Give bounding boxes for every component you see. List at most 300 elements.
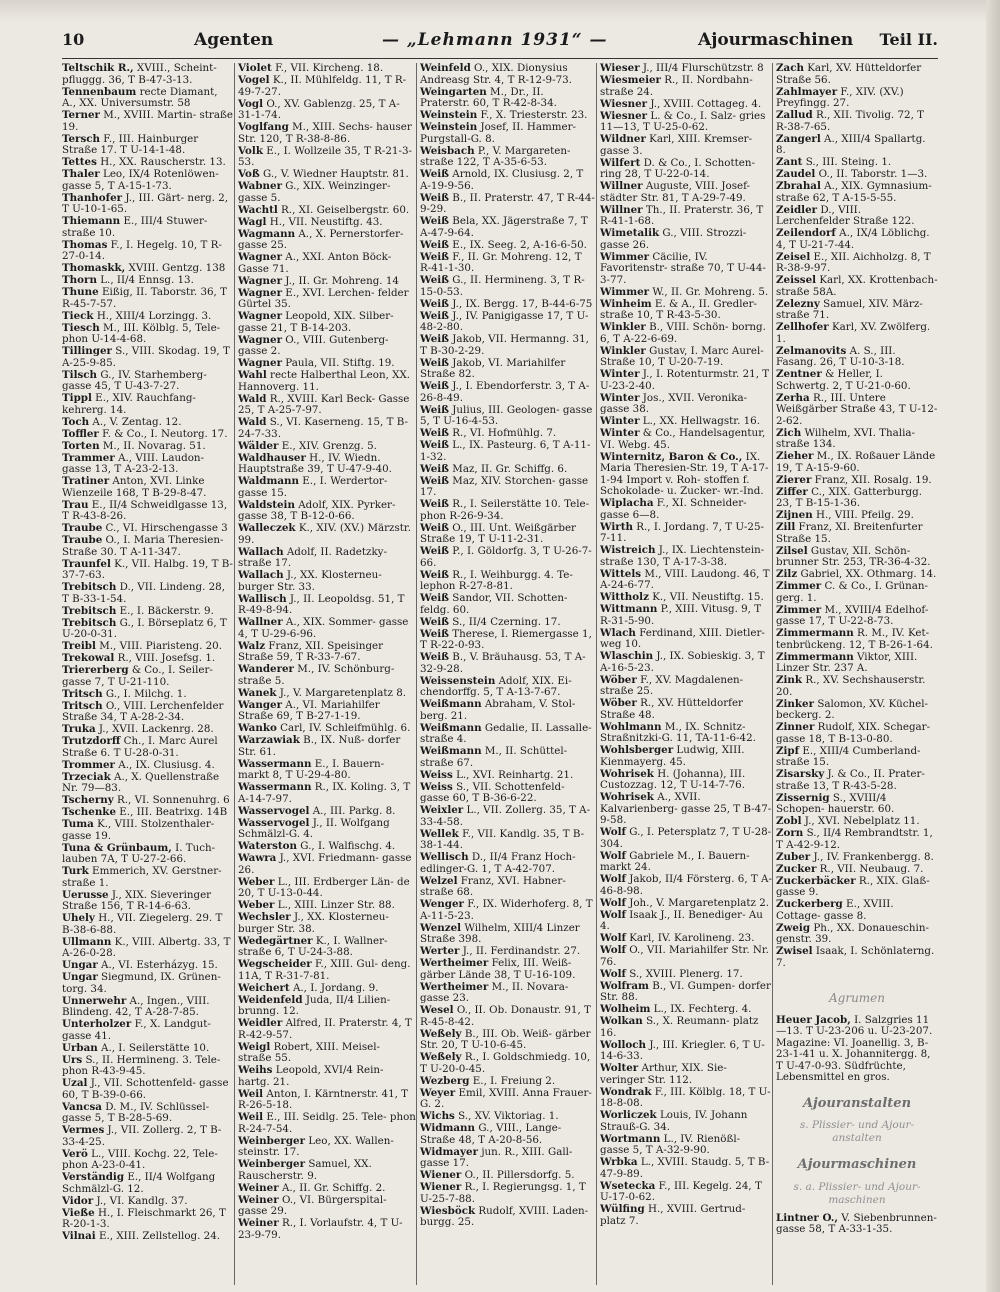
entry-details: A., XXI. Anton Böck- Gasse 71. <box>238 251 392 275</box>
directory-entry <box>62 263 234 275</box>
entry-name: Weiner <box>238 1181 279 1194</box>
entry-details: E., XVIII. Cottage- gasse 8. <box>776 898 894 922</box>
entry-name: Weiß <box>420 356 450 369</box>
directory-entry <box>600 675 772 698</box>
entry-details: R., XII. Tivolig. 72, T R-38-7-65. <box>776 109 924 133</box>
entry-name: Wülfing <box>600 1203 645 1215</box>
directory-entry <box>776 546 938 569</box>
entry-name: Waldstein <box>238 498 295 511</box>
entry-details: J., IV. Panigigasse 17, T U-48-2-80. <box>420 309 589 333</box>
entry-name: Zwisel <box>776 945 813 957</box>
entry-name: Wasservogel <box>238 816 310 829</box>
entry-name: Willner <box>600 203 643 216</box>
entry-name: Thune <box>62 286 99 298</box>
directory-entry <box>62 618 234 641</box>
directory-entry <box>238 1018 416 1041</box>
directory-entry <box>776 923 938 946</box>
entry-name: Wellek <box>420 827 459 840</box>
entry-details: Gabriele M., I. Bauern- markt 24. <box>600 849 750 873</box>
directory-entry <box>420 169 596 192</box>
directory-entry <box>420 1029 596 1052</box>
entry-details: Ludwig, XIII. Kienmayerg. 45. <box>600 744 745 768</box>
header-next-section: Ajourmaschinen <box>698 30 854 50</box>
directory-entry <box>420 405 596 428</box>
entry-details: Abraham, V. Stol- berg. 21. <box>420 698 576 722</box>
entry-name: Torten <box>62 439 100 452</box>
directory-entry <box>420 617 596 629</box>
directory-entry <box>238 641 416 664</box>
entry-details: recte Halberthal Leon, XX. Hannoverg. 11. <box>238 369 411 393</box>
entry-details: J., IV. Frankenbergg. 8. <box>813 850 934 863</box>
directory-entry <box>62 169 234 192</box>
entry-name: Zieher <box>776 450 814 462</box>
entry-details: Juda, II/4 Lilien- brunng. 12. <box>238 993 391 1017</box>
entry-details: Gustav, I. Marc Aurel- Straße 10, T U-20-7-19. <box>600 344 764 368</box>
directory-entry <box>600 628 772 651</box>
entry-name: Warzawiak <box>238 734 300 746</box>
entry-name: Weinberger <box>238 1158 306 1170</box>
entry-details: F., IX. Widerhoferg. 8, T A-11-5-23. <box>420 898 593 922</box>
entry-name: Wirth <box>600 520 633 533</box>
entry-name: Wistreich <box>600 544 656 556</box>
entry-name: Trekowal <box>62 652 115 664</box>
directory-entry <box>62 937 234 960</box>
directory-entry <box>776 205 938 228</box>
directory-entry <box>600 1016 772 1039</box>
entry-details: & Co., I. Seiler- gasse 7, T U-21-110. <box>62 664 213 688</box>
directory-entry <box>62 1149 234 1172</box>
entry-details: O., VIII. Gutenberg- gasse 2. <box>238 333 389 357</box>
entry-details: D., VII. Lindeng. 28, T B-33-1-54. <box>62 581 226 605</box>
directory-entry <box>776 675 938 698</box>
entry-name: Zobl <box>776 815 802 827</box>
entry-details: G., I. Walfischg. 4. <box>300 840 396 852</box>
entry-details: L., XVI. Reinhartg. 21. <box>456 768 574 781</box>
entry-name: Wittels <box>600 567 642 580</box>
directory-entry <box>62 370 234 393</box>
entry-details: Gabriel, XX. Othmarg. 14. <box>800 568 937 580</box>
directory-entry <box>776 816 938 828</box>
entry-name: Trebitsch <box>62 581 117 593</box>
directory-entry <box>238 181 416 204</box>
directory-entry <box>238 547 416 570</box>
entry-name: Zipf <box>776 744 800 757</box>
entry-details: S., VII. Schottenfeld- gasse 60, T B-36-6-22. <box>420 780 565 804</box>
header-section-title: Agenten <box>194 30 274 50</box>
directory-entry <box>776 428 938 451</box>
entry-details: J., IX. Sobieskig. 3, T A-16-5-23. <box>600 650 765 674</box>
directory-entry <box>420 1088 596 1111</box>
directory-entry <box>776 522 938 545</box>
entry-details: W., II. Gr. Mohreng. 5. <box>652 285 769 298</box>
entry-details: Ph., XX. Donaueschin- genstr. 39. <box>776 921 929 945</box>
entry-name: Zelezny <box>776 297 820 310</box>
entry-details: jun. R., XIII. Gall- gasse 17. <box>420 1145 573 1169</box>
entry-details: I. Tuch- lauben 7A, T U-27-2-66. <box>62 841 216 865</box>
entry-details: E., XIII/4 Cumberland- straße 15. <box>776 744 921 768</box>
entry-details: & Heller, I. Schwertg. 2, T U-21-0-60. <box>776 368 911 392</box>
entry-details: R., VI. Sonnenuhrg. 6 <box>117 794 230 806</box>
entry-details: H., XIII/4 Lorzingg. 3. <box>96 309 212 322</box>
directory-entry <box>420 699 596 722</box>
directory-entry <box>420 782 596 805</box>
entry-name: Winter <box>600 415 640 427</box>
entry-name: Zweig <box>776 921 811 934</box>
entry-details: Adolf, II. Radetzky- straße 17. <box>238 545 387 569</box>
entry-name: Waldmann <box>238 475 299 487</box>
entry-name: Zimmermann <box>776 650 854 663</box>
entry-details: Maz, II. Gr. Schiffg. 6. <box>452 462 568 475</box>
entry-details: K., XIV. (XV.) Märzstr. 99. <box>238 522 411 546</box>
entry-name: Zaudel <box>776 168 816 180</box>
directory-entry <box>62 913 234 936</box>
entry-name: Werter <box>420 945 460 957</box>
entry-details: K., I. Wallner- straße 6, T U-24-3-88. <box>238 934 388 958</box>
entry-name: Wolfram <box>600 979 649 992</box>
entry-name: Wertheimer <box>420 980 489 993</box>
entry-details: A., I. Seilerstätte 10. <box>101 1041 210 1054</box>
directory-entry <box>238 983 416 995</box>
entry-details: D. & Co., I. Schotten- ring 28, T U-22-0-14. <box>600 156 755 180</box>
directory-entry <box>776 864 938 876</box>
entry-name: Wagner <box>238 286 283 299</box>
directory-entry <box>600 792 772 827</box>
page-right-edge <box>986 0 1000 1292</box>
entry-name: Zimmer <box>776 603 822 616</box>
entry-details: Robert, XIII. Meisel- straße 55. <box>238 1040 380 1064</box>
directory-entry <box>62 500 234 523</box>
directory-entry <box>62 972 234 995</box>
entry-details: E., I. Bauern- markt 8, T U-29-4-80. <box>238 757 385 781</box>
directory-entry <box>600 592 772 604</box>
directory-entry <box>238 912 416 935</box>
entry-details: R., III. Untere Weißgärber Straße 43, T U-12-2-62. <box>776 391 938 427</box>
entry-details: R., XIX. Glaß- gasse 9. <box>776 874 930 898</box>
entry-details: A., XVII. Kalvarienberg- gasse 25, T B-47-9-58. <box>600 791 772 826</box>
entry-details: S., III. Steing. 1. <box>805 156 892 168</box>
entry-name: Weßely <box>420 1027 462 1040</box>
entry-details: M., II. Schüttel- straße 67. <box>420 745 568 769</box>
directory-entry <box>62 1019 234 1042</box>
entry-details: Karl, XV. Hütteldorfer Straße 56. <box>776 63 922 86</box>
entry-name: Uhely <box>62 912 95 924</box>
entry-name: Lintner O., <box>776 1211 838 1224</box>
directory-entry <box>238 500 416 523</box>
directory-entry <box>238 75 416 98</box>
entry-name: Weßely <box>420 1051 462 1063</box>
entry-details: E., I. Wollzeile 35, T R-21-3-53. <box>238 144 412 168</box>
directory-entry <box>420 1005 596 1028</box>
entry-details: L., XIII. Linzer Str. 88. <box>277 899 395 911</box>
entry-details: M., XVIII/4 Edelhof- gasse 17, T U-22-8-73. <box>776 603 929 627</box>
entry-details: E., II/4 Wolfgang Schmälzl-G. 12. <box>62 1171 216 1195</box>
entry-details: Ferdinand, XIII. Dietler- weg 10. <box>600 626 765 650</box>
entry-name: Tritsch <box>62 699 103 712</box>
entry-name: Toffler <box>62 427 99 440</box>
entry-details: Arthur, XIX. Sie- veringer Str. 112. <box>600 1062 727 1086</box>
directory-entry <box>238 818 416 841</box>
entry-name: Uzal <box>62 1077 88 1089</box>
entry-name: Wolf <box>600 873 626 885</box>
entry-details: Jakob, VI. Mariahilfer Straße 82. <box>420 356 566 380</box>
entry-name: Wassermann <box>238 781 312 793</box>
entry-name: Toch <box>62 415 90 428</box>
entry-name: Zerha <box>776 391 810 404</box>
directory-entry-heuer <box>776 1015 938 1084</box>
entry-details: L., XVIII. Staudg. 5, T B-47-9-89. <box>600 1156 770 1180</box>
entry-details: A., II. Gr. Schiffg. 2. <box>281 1181 386 1194</box>
directory-entry <box>62 287 234 310</box>
entry-details: F., I. Hegelg. 10, T R-27-0-14. <box>62 238 222 262</box>
entry-name: Wahl <box>238 369 267 381</box>
directory-entry <box>600 698 772 721</box>
entry-details: Alfred, II. Praterstr. 4, T R-42-9-57. <box>238 1017 412 1041</box>
directory-entry <box>238 700 416 723</box>
entry-details: E., III. Beatrixg. 14B <box>119 806 228 818</box>
directory-entry <box>238 169 416 181</box>
section-crossref-ajourmaschinen: s. a. Plissier- und Ajour- maschinen <box>793 1180 921 1206</box>
entry-name: Wolkan <box>600 1015 643 1027</box>
directory-entry <box>776 346 938 369</box>
entry-details: H., I. Fleischmarkt 26, T R-20-1-3. <box>62 1206 226 1230</box>
entry-details: G., XIX. Weinzinger- gasse 5. <box>238 180 391 204</box>
directory-entry <box>62 559 234 582</box>
entry-details: J., III/4 Flurschützstr. 8 <box>642 63 764 74</box>
directory-entry <box>776 769 938 792</box>
entry-details: M., II. Novarag. 51. <box>102 439 206 452</box>
entry-details: Viktor, XIII. Linzer Str. 237 A. <box>776 650 918 674</box>
entry-name: Vogl <box>238 97 264 110</box>
entry-name: Wolf <box>600 849 626 862</box>
entry-details: L., XX. Hellwagstr. 16. <box>642 415 760 427</box>
directory-entry <box>62 157 234 169</box>
entry-name: Zeissel <box>776 274 817 286</box>
entry-details: Maz, XIV. Storchen- gasse 17. <box>420 474 589 498</box>
entry-name: Ungar <box>62 959 98 971</box>
entry-details: H., XX. Rauscherstr. 13. <box>100 156 226 168</box>
entry-name: Zant <box>776 156 803 168</box>
entry-name: Winter <box>600 368 640 380</box>
entry-name: Zach <box>776 63 804 74</box>
entry-name: Wolheim <box>600 1003 651 1015</box>
entry-details: Siegmund, IX. Grünen- torg. 34. <box>62 971 221 995</box>
directory-column-1 <box>62 63 234 1285</box>
entry-details: A., VI. Esterházyg. 15. <box>101 959 218 971</box>
entry-details: L., IX. Fechterg. 4. <box>653 1003 752 1015</box>
directory-entry <box>238 217 416 229</box>
entry-details: E. & A., II. Gredler- straße 10, T R-43-5-30. <box>600 297 757 321</box>
entry-name: Wondrak <box>600 1085 652 1098</box>
directory-entry <box>238 1159 416 1182</box>
directory-entry <box>776 252 938 275</box>
directory-entry <box>420 899 596 922</box>
entry-name: Tillinger <box>62 345 112 357</box>
entry-name: Weiß <box>420 403 450 416</box>
directory-entry <box>420 110 596 122</box>
entry-details: F., III. Kölblg. 18, T U-18-8-08. <box>600 1085 771 1109</box>
entry-details: M., VIII. Piaristeng. 20. <box>99 640 222 652</box>
entry-details: I. Salzgries 11 —13. T U-23-206 u. U-23-207. Magazine: VI. Joanellig. 3, B-23-1-41 u. X. Johannitergg. 8, T U-47-0-93. Südfrüchte, Lebensmittel en gros. <box>776 1013 933 1083</box>
entry-details: J., I. Rotenturmstr. 21, T U-23-2-40. <box>600 368 770 392</box>
entry-name: Weiß <box>420 615 450 628</box>
entry-details: Karl, XIII. Kremser- gasse 3. <box>600 133 753 157</box>
entry-name: Trau <box>62 498 89 511</box>
entry-details: R., XV. Sechshauserstr. 20. <box>776 674 926 698</box>
directory-entry <box>420 958 596 981</box>
directory-entry <box>600 393 772 416</box>
directory-entry <box>420 723 596 746</box>
entry-name: Wechsler <box>238 911 291 923</box>
entry-details: E., XIII. Zellstellog. 24. <box>98 1230 221 1242</box>
entry-details: Wilhelm, XVI. Thalia- straße 134. <box>776 426 916 450</box>
entry-name: Weiner <box>238 1217 279 1229</box>
entry-name: Weigl <box>238 1040 271 1053</box>
entry-name: Zijnen <box>776 509 813 521</box>
entry-name: Vieße <box>62 1206 95 1219</box>
entry-name: Wanderer <box>238 663 294 675</box>
directory-entry <box>776 581 938 604</box>
entry-name: Wenger <box>420 898 464 910</box>
entry-details: K., VIII. Stolzenthaler- gasse 19. <box>62 818 215 842</box>
entry-name: Wachtl <box>238 203 278 216</box>
entry-name: Wawra <box>238 852 277 864</box>
directory-entry <box>420 428 596 440</box>
directory-entry <box>238 288 416 311</box>
entry-name: Weiß <box>420 521 450 534</box>
entry-details: R. M., IV. Ket- tenbrückeng. 12, T B-26-1-64. <box>776 627 933 651</box>
entry-name: Weyer <box>420 1086 456 1099</box>
entry-details: Adolf, XIX. Ei- chendorffg. 5, T A-13-7-67. <box>420 674 572 698</box>
entry-name: Traube <box>62 534 103 546</box>
entry-details: S., II. Hermineng. 3. Tele- phon R-43-9-45. <box>62 1053 221 1077</box>
entry-details: J., VI. Kandlg. 37. <box>96 1194 188 1207</box>
entry-name: Zelmanovits <box>776 344 847 357</box>
entry-details: J., XVIII. Cottageg. 4. <box>650 97 762 110</box>
entry-details: J., XVI. Friedmann- gasse 26. <box>238 852 412 876</box>
directory-entry <box>600 322 772 345</box>
entry-name: Wesel <box>420 1004 454 1016</box>
directory-entry <box>776 275 938 298</box>
directory-entry <box>420 523 596 546</box>
directory-entry <box>62 866 234 889</box>
directory-entry <box>62 582 234 605</box>
entry-name: Zorn <box>776 827 804 839</box>
directory-entry <box>600 75 772 98</box>
directory-entry <box>776 746 938 769</box>
entry-details: O., VI. Bürgerspital- gasse 29. <box>238 1193 387 1217</box>
entry-name: Wegscheider <box>238 958 312 970</box>
entry-name: Wolf <box>600 932 626 944</box>
entry-details: B., V. Bräuhausg. 53, T A-32-9-28. <box>420 651 586 675</box>
directory-entry <box>600 569 772 592</box>
directory-entry <box>776 169 938 181</box>
entry-details: A., VIII. Laudon- gasse 13, T A-23-2-13. <box>62 451 205 475</box>
directory-entry <box>238 594 416 617</box>
directory-entry <box>238 1136 416 1159</box>
directory-entry <box>62 760 234 772</box>
entry-details: L., VIII. Kochg. 22, Tele- phon A-23-0-41. <box>62 1147 218 1171</box>
directory-entry <box>238 229 416 252</box>
entry-details: Carl, IV. Schleifmühlg. 6. <box>280 722 411 734</box>
entry-name: Weber <box>238 899 275 911</box>
directory-column-3 <box>416 63 596 1285</box>
entry-name: Walleczek <box>238 522 296 534</box>
entry-name: Wanek <box>238 686 277 699</box>
directory-entry <box>238 959 416 982</box>
entry-details: S., VIII. Skodag. 19, T A-25-9-85. <box>62 345 230 369</box>
entry-name: Tettes <box>62 156 97 168</box>
entry-details: R., VI. Hofmühlg. 7. <box>452 427 557 439</box>
directory-entry <box>420 440 596 463</box>
directory-entry <box>420 770 596 782</box>
entry-details: Franz, XI. Breitenfurter Straße 15. <box>776 521 923 545</box>
directory-entry <box>62 311 234 323</box>
directory-entry <box>420 299 596 311</box>
entry-details: L., IX. Pasteurg. 6, T A-11-1-32. <box>420 439 591 463</box>
directory-entry-lintner <box>776 1213 938 1236</box>
directory-entry <box>776 569 938 581</box>
entry-details: J., XVII. Lackenrg. 28. <box>98 723 214 735</box>
directory-entry <box>600 1181 772 1204</box>
directory-entry <box>62 476 234 499</box>
entry-name: Zissernig <box>776 791 830 804</box>
entry-details: M., IX. Roßauer Lände 19, T A-15-9-60. <box>776 450 936 474</box>
directory-entry <box>776 628 938 651</box>
entry-name: Thomas <box>62 238 108 251</box>
entry-name: Turk <box>62 865 89 877</box>
entry-name: Triererberg <box>62 664 129 676</box>
entry-name: Wimmer <box>600 250 650 263</box>
entry-details: J., VII. Zollerg. 2, T B-33-4-25. <box>62 1124 222 1148</box>
entry-details: Emil, XVIII. Anna Frauer-G. 2. <box>420 1086 592 1110</box>
entry-details: R., II. Nordbahn- straße 24. <box>600 74 753 98</box>
directory-entry <box>238 1042 416 1065</box>
entry-details: S., X. Reumann- platz 16. <box>600 1015 759 1039</box>
directory-entry <box>62 535 234 558</box>
directory-entry <box>420 746 596 769</box>
entry-name: Vidor <box>62 1194 94 1207</box>
entry-details: A., X. Pernerstorfer- gasse 25. <box>238 227 404 251</box>
directory-entry <box>600 1063 772 1086</box>
entry-details: S., II/4 Czerning. 17. <box>452 615 561 628</box>
entry-details: S., XVIII. Plenerg. 17. <box>629 967 743 980</box>
entry-details: D., II/4 Franz Hoch- edlinger-G. 1, T A-42-707. <box>420 851 576 875</box>
entry-name: Wieser <box>600 63 640 74</box>
entry-name: Weber <box>238 875 275 888</box>
entry-name: Wilfert <box>600 156 641 169</box>
entry-details: J., XX. Klosterneu- burger Str. 33. <box>238 569 382 593</box>
entry-name: Widmann <box>420 1122 476 1134</box>
entry-name: Weiß <box>420 568 450 581</box>
entry-name: Wolf <box>600 967 626 980</box>
entry-name: Wagl <box>238 215 267 228</box>
directory-entry <box>600 722 772 745</box>
directory-entry <box>600 827 772 850</box>
directory-entry <box>776 510 938 522</box>
directory-entry <box>62 1125 234 1148</box>
entry-name: Wellisch <box>420 851 469 863</box>
entry-name: Wald <box>238 416 267 428</box>
entry-name: Zink <box>776 674 803 686</box>
entry-details: J., II. Wolfgang Schmälzl-G. 4. <box>238 816 390 840</box>
entry-details: H., XVIII. Gertrud- platz 7. <box>600 1203 746 1227</box>
entry-details: Anton, XVI. Linke Wienzeile 168, T B-29-8-47. <box>62 475 207 499</box>
entry-details: L., III. Erdberger Län- de 20, T U-13-0-44. <box>238 875 410 899</box>
entry-details: Bela, XX. Jägerstraße 7, T A-47-9-64. <box>420 215 588 239</box>
entry-details: E., I. Bäckerstr. 9. <box>119 604 214 617</box>
entry-details: M., III. Kölblg. 5, Tele- phon U-14-4-68. <box>62 321 221 345</box>
entry-name: Weiss <box>420 768 453 781</box>
